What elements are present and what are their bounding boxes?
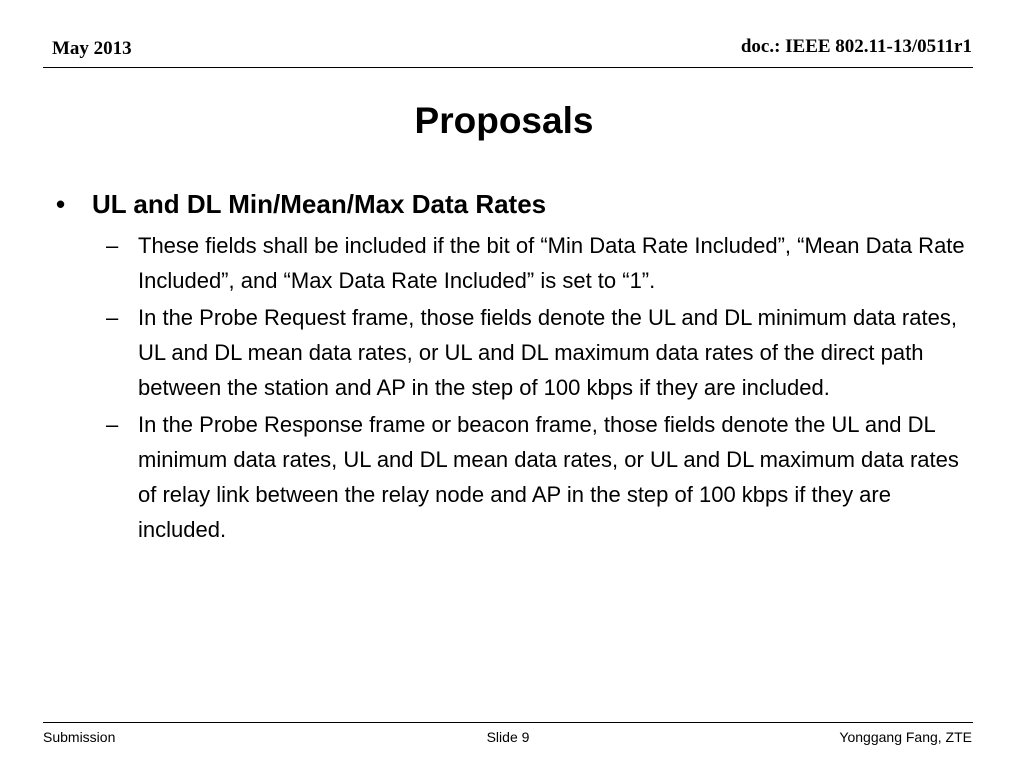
slide-title: Proposals [414, 100, 594, 141]
sub-item-text: These fields shall be included if the bit of “Min Data Rate Included”, “Mean Data Rate Included”, and “Max Data Rate Included” is set to “1”. [138, 233, 965, 293]
footer-divider [43, 722, 973, 723]
dash-mark: – [106, 233, 119, 258]
footer-author: Yonggang Fang, ZTE [839, 729, 972, 745]
sub-item-text: In the Probe Response frame or beacon frame, those fields denote the UL and DL minimum data rates, UL and DL mean data rates, or UL and DL maximum data rates of relay link between the relay node and AP in the step of 100 kbps if they are included. [138, 412, 959, 542]
bullet-item [54, 186, 974, 222]
slide-body [54, 186, 974, 549]
sub-item-1 [106, 228, 974, 298]
footer-submission: Submission [43, 729, 116, 745]
dash-mark: – [106, 305, 119, 330]
sub-item-text: In the Probe Request frame, those fields denote the UL and DL minimum data rates, UL and DL mean data rates, or UL and DL maximum data rates of the direct path between the station and AP in the step of 100 kbps if they are included. [138, 305, 957, 400]
bullet-text: UL and DL Min/Mean/Max Data Rates [92, 189, 547, 219]
document-id: doc.: IEEE 802.11-13/0511r1 [740, 36, 972, 57]
bullet-mark: • [56, 189, 66, 219]
sub-item-2 [106, 300, 974, 405]
header-date: May 2013 [52, 38, 132, 59]
header-divider [43, 67, 973, 68]
slide-number: Slide 9 [486, 729, 530, 745]
dash-mark: – [106, 412, 119, 437]
sub-item-3 [106, 407, 974, 547]
